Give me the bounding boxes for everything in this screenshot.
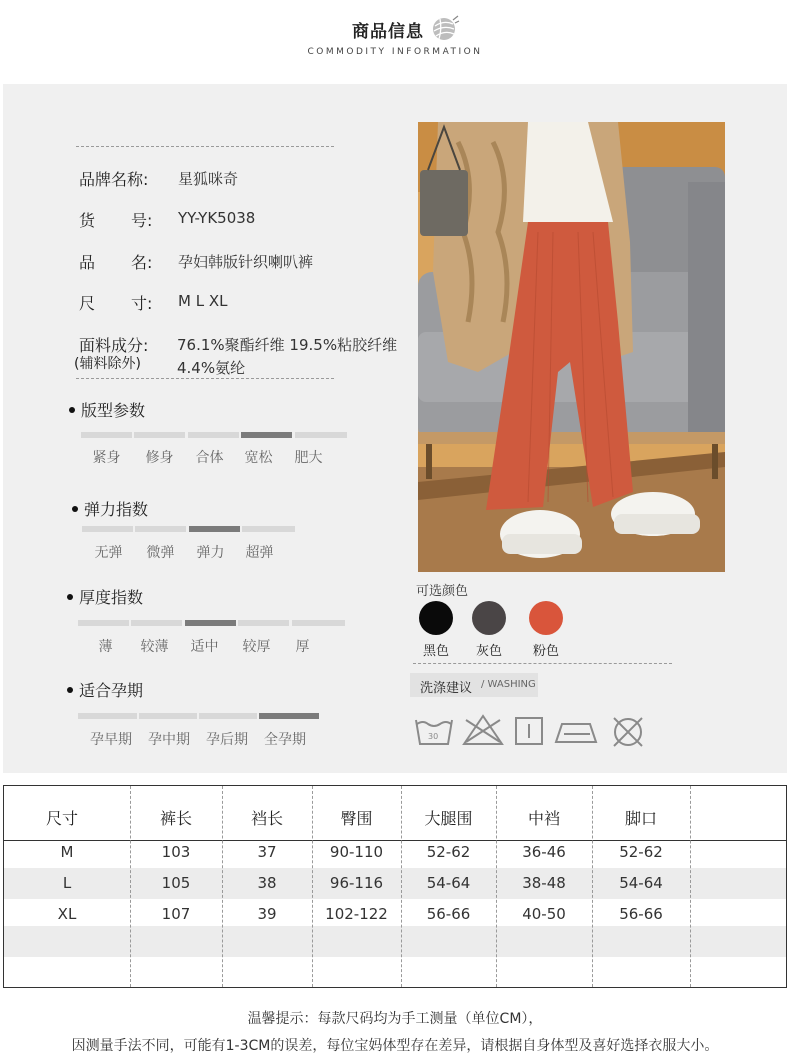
product-photo bbox=[418, 122, 725, 572]
table-cell: M bbox=[60, 843, 74, 861]
column-header: 中裆 bbox=[527, 809, 560, 828]
fabric-value-line1: 76.1%聚酯纤维 19.5%粘胶纤维 bbox=[177, 336, 398, 354]
thickness-scale-bar bbox=[78, 620, 345, 626]
pregnancy-option: 孕中期 bbox=[148, 732, 190, 748]
pregnancy-option: 孕早期 bbox=[90, 732, 132, 748]
scale-segment-selected bbox=[241, 432, 292, 438]
color-swatch-pink[interactable] bbox=[529, 601, 563, 635]
size-table bbox=[3, 785, 787, 988]
table-cell: 96-116 bbox=[329, 874, 384, 892]
fit-scale-label: 版型参数 bbox=[81, 401, 146, 420]
thickness-option: 厚 bbox=[295, 639, 310, 655]
table-cell: 39 bbox=[257, 905, 277, 923]
no-bleach-icon bbox=[464, 716, 502, 744]
product-illustration bbox=[418, 122, 725, 572]
table-cell: 103 bbox=[161, 843, 191, 861]
pregnancy-option-selected: 全孕期 bbox=[264, 732, 306, 748]
scale-segment-selected bbox=[185, 620, 236, 626]
column-header: 大腿围 bbox=[424, 809, 473, 828]
scale-segment bbox=[292, 620, 345, 626]
brand-value: 星狐咪奇 bbox=[178, 170, 239, 188]
svg-text:30: 30 bbox=[428, 732, 439, 741]
table-stripe bbox=[4, 926, 786, 957]
scale-segment bbox=[199, 713, 257, 719]
bullet-icon bbox=[72, 506, 78, 512]
washing-icons-svg bbox=[414, 712, 654, 752]
scale-segment bbox=[134, 432, 185, 438]
fabric-note: (辅料除外) bbox=[74, 356, 141, 372]
fit-option: 修身 bbox=[145, 450, 174, 466]
pregnancy-scale-label: 适合孕期 bbox=[79, 681, 144, 700]
color-label-gray: 灰色 bbox=[475, 644, 502, 659]
column-header: 裤长 bbox=[159, 809, 192, 828]
color-swatch-black[interactable] bbox=[419, 601, 453, 635]
name-label-1: 品 bbox=[79, 253, 96, 272]
fit-option-selected: 宽松 bbox=[244, 450, 273, 466]
divider bbox=[76, 378, 334, 379]
table-cell: 37 bbox=[257, 843, 277, 861]
scale-segment bbox=[78, 713, 137, 719]
elastic-option: 微弹 bbox=[146, 545, 175, 561]
fit-option: 紧身 bbox=[92, 450, 121, 466]
scale-segment bbox=[188, 432, 239, 438]
thickness-option: 较薄 bbox=[140, 639, 169, 655]
thickness-option-selected: 适中 bbox=[190, 639, 219, 655]
thickness-scale-label: 厚度指数 bbox=[79, 588, 144, 607]
scale-segment-selected bbox=[259, 713, 319, 719]
pregnancy-scale-bar bbox=[78, 713, 319, 719]
scale-segment bbox=[78, 620, 129, 626]
size-label-1: 尺 bbox=[79, 294, 96, 313]
table-cell: 52-62 bbox=[426, 843, 471, 861]
sku-label-1: 货 bbox=[79, 211, 96, 230]
name-value: 孕妇韩版针织喇叭裤 bbox=[178, 253, 314, 271]
iron-low-icon bbox=[556, 724, 596, 742]
column-header: 脚口 bbox=[624, 809, 657, 828]
fit-option: 肥大 bbox=[294, 450, 323, 466]
column-header: 臀围 bbox=[340, 809, 373, 828]
yarn-ball-icon bbox=[432, 14, 460, 42]
fit-scale-title bbox=[69, 398, 145, 421]
fit-scale-bar bbox=[81, 432, 347, 438]
section-subtitle: COMMODITY INFORMATION bbox=[307, 47, 483, 57]
table-cell: 36-46 bbox=[522, 843, 566, 861]
scale-segment bbox=[81, 432, 132, 438]
table-cell: 56-66 bbox=[426, 905, 471, 923]
column-divider bbox=[690, 786, 691, 987]
measurement-disclaimer: 因测量手法不同，可能有1-3CM的误差，每位宝妈体型存在差异，请根据自身体型及喜好选择衣服大小。 bbox=[71, 1038, 719, 1054]
section-title: 商品信息 bbox=[352, 22, 424, 42]
table-cell: 102-122 bbox=[325, 905, 388, 923]
bullet-icon bbox=[67, 594, 73, 600]
table-cell: XL bbox=[57, 905, 77, 923]
thickness-option: 薄 bbox=[98, 639, 113, 655]
pregnancy-scale-title bbox=[67, 678, 143, 701]
table-cell: 54-64 bbox=[426, 874, 471, 892]
color-swatch-gray[interactable] bbox=[472, 601, 506, 635]
scale-segment bbox=[82, 526, 133, 532]
divider bbox=[76, 146, 334, 147]
fabric-label: 面料成分: bbox=[79, 336, 149, 355]
scale-segment bbox=[135, 526, 186, 532]
color-label-black: 黑色 bbox=[422, 644, 449, 659]
size-value: M L XL bbox=[178, 292, 228, 310]
table-cell: 52-62 bbox=[619, 843, 663, 861]
scale-segment bbox=[139, 713, 197, 719]
column-header: 尺寸 bbox=[45, 809, 78, 828]
table-cell: L bbox=[62, 874, 72, 892]
table-cell: 105 bbox=[161, 874, 191, 892]
divider bbox=[413, 663, 672, 664]
scale-segment-selected bbox=[189, 526, 240, 532]
elastic-scale-bar bbox=[82, 526, 295, 532]
washing-icons bbox=[414, 712, 654, 752]
table-cell: 38-48 bbox=[522, 874, 566, 892]
wash-30-icon bbox=[416, 720, 452, 744]
thickness-option: 较厚 bbox=[242, 639, 271, 655]
pregnancy-option: 孕后期 bbox=[206, 732, 248, 748]
scale-segment bbox=[131, 620, 182, 626]
size-label-2: 寸: bbox=[131, 294, 153, 313]
scale-segment bbox=[238, 620, 289, 626]
table-cell: 107 bbox=[161, 905, 191, 923]
scale-segment bbox=[295, 432, 347, 438]
elastic-scale-title bbox=[72, 497, 148, 520]
elastic-option: 超弹 bbox=[245, 545, 274, 561]
tumble-dry-icon bbox=[516, 718, 542, 744]
table-cell: 40-50 bbox=[522, 905, 566, 923]
elastic-scale-label: 弹力指数 bbox=[84, 500, 149, 519]
table-cell: 90-110 bbox=[329, 843, 384, 861]
section-header bbox=[0, 0, 790, 84]
fabric-value-line2: 4.4%氨纶 bbox=[177, 359, 246, 377]
bullet-icon bbox=[69, 407, 75, 413]
bullet-icon bbox=[67, 687, 73, 693]
no-dry-clean-icon bbox=[614, 718, 642, 746]
scale-segment bbox=[242, 526, 295, 532]
name-label-2: 名: bbox=[131, 253, 153, 272]
brand-label: 品牌名称: bbox=[79, 170, 149, 189]
elastic-option-selected: 弹力 bbox=[196, 545, 225, 561]
measurement-note: 温馨提示：每款尺码均为手工测量（单位CM）， bbox=[247, 1011, 543, 1027]
thickness-scale-title bbox=[67, 585, 143, 608]
washing-label-en: / WASHING bbox=[481, 679, 536, 690]
sku-value: YY-YK5038 bbox=[178, 209, 256, 227]
sku-label-2: 号: bbox=[131, 211, 153, 230]
elastic-option: 无弹 bbox=[94, 545, 123, 561]
washing-tag bbox=[410, 673, 538, 697]
table-cell: 38 bbox=[257, 874, 277, 892]
colors-title: 可选颜色 bbox=[416, 584, 469, 599]
table-cell: 54-64 bbox=[619, 874, 663, 892]
table-cell: 56-66 bbox=[619, 905, 663, 923]
fit-option: 合体 bbox=[195, 450, 224, 466]
color-label-pink: 粉色 bbox=[532, 644, 559, 659]
washing-label: 洗涤建议 bbox=[420, 681, 473, 696]
column-header: 裆长 bbox=[250, 809, 283, 828]
